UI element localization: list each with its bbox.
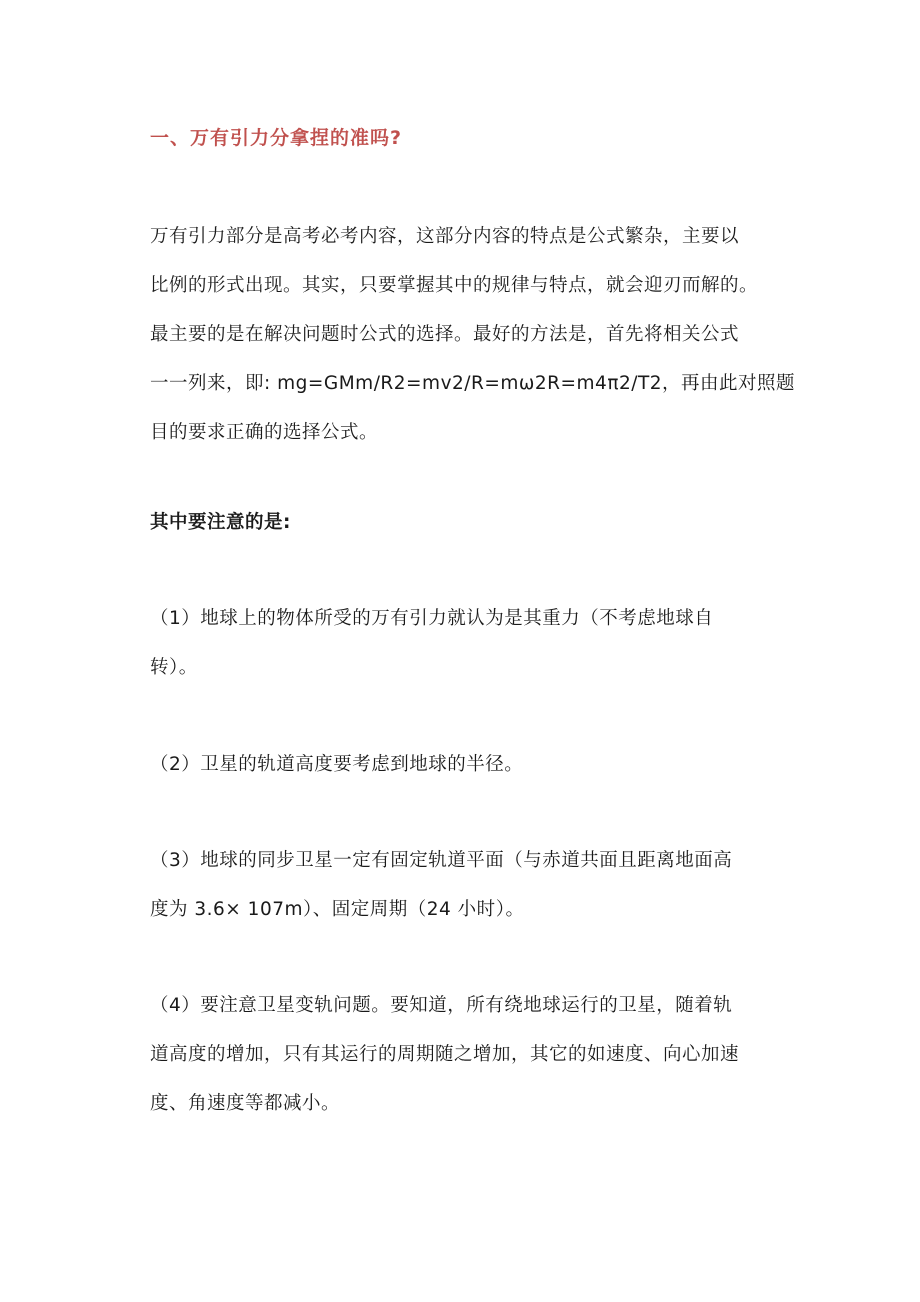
section-heading: 一、万有引力分拿捏的准吗?	[150, 127, 403, 149]
paragraph-line: 比例的形式出现。其实，只要掌握其中的规律与特点，就会迎刃而解的。	[150, 275, 759, 296]
point-1-paragraph	[150, 594, 790, 692]
paragraph-line: 万有引力部分是高考必考内容，这部分内容的特点是公式繁杂，主要以	[150, 226, 740, 247]
paragraph-line: 度、角速度等都减小。	[150, 1093, 341, 1114]
paragraph-line: 最主要的是在解决问题时公式的选择。最好的方法是，首先将相关公式	[150, 324, 740, 345]
intro-paragraph	[150, 212, 796, 457]
paragraph-line: 度为 3.6× 107m）、固定周期（24 小时）。	[150, 899, 525, 920]
paragraph-line: 目的要求正确的选择公式。	[150, 422, 379, 443]
paragraph-line: 道高度的增加，只有其运行的周期随之增加，其它的如速度、向心加速	[150, 1044, 740, 1065]
paragraph-line: （2）卫星的轨道高度要考虑到地球的半径。	[150, 754, 524, 775]
paragraph-line: 一一列来，即: mg=GMm/R2=mv2/R=mω2R=m4π2/T2，再由此对照题	[150, 373, 796, 394]
point-2-paragraph	[150, 740, 790, 789]
note-title	[150, 498, 790, 547]
point-3-paragraph	[150, 836, 790, 934]
paragraph-line: （3）地球的同步卫星一定有固定轨道平面（与赤道共面且距离地面高	[150, 850, 733, 871]
paragraph-line: 转）。	[150, 657, 198, 678]
paragraph-line: （1）地球上的物体所受的万有引力就认为是其重力（不考虑地球自	[150, 608, 714, 629]
point-4-paragraph	[150, 981, 790, 1128]
note-title-text: 其中要注意的是:	[150, 512, 291, 533]
paragraph-line: （4）要注意卫星变轨问题。要知道，所有绕地球运行的卫星，随着轨	[150, 995, 733, 1016]
